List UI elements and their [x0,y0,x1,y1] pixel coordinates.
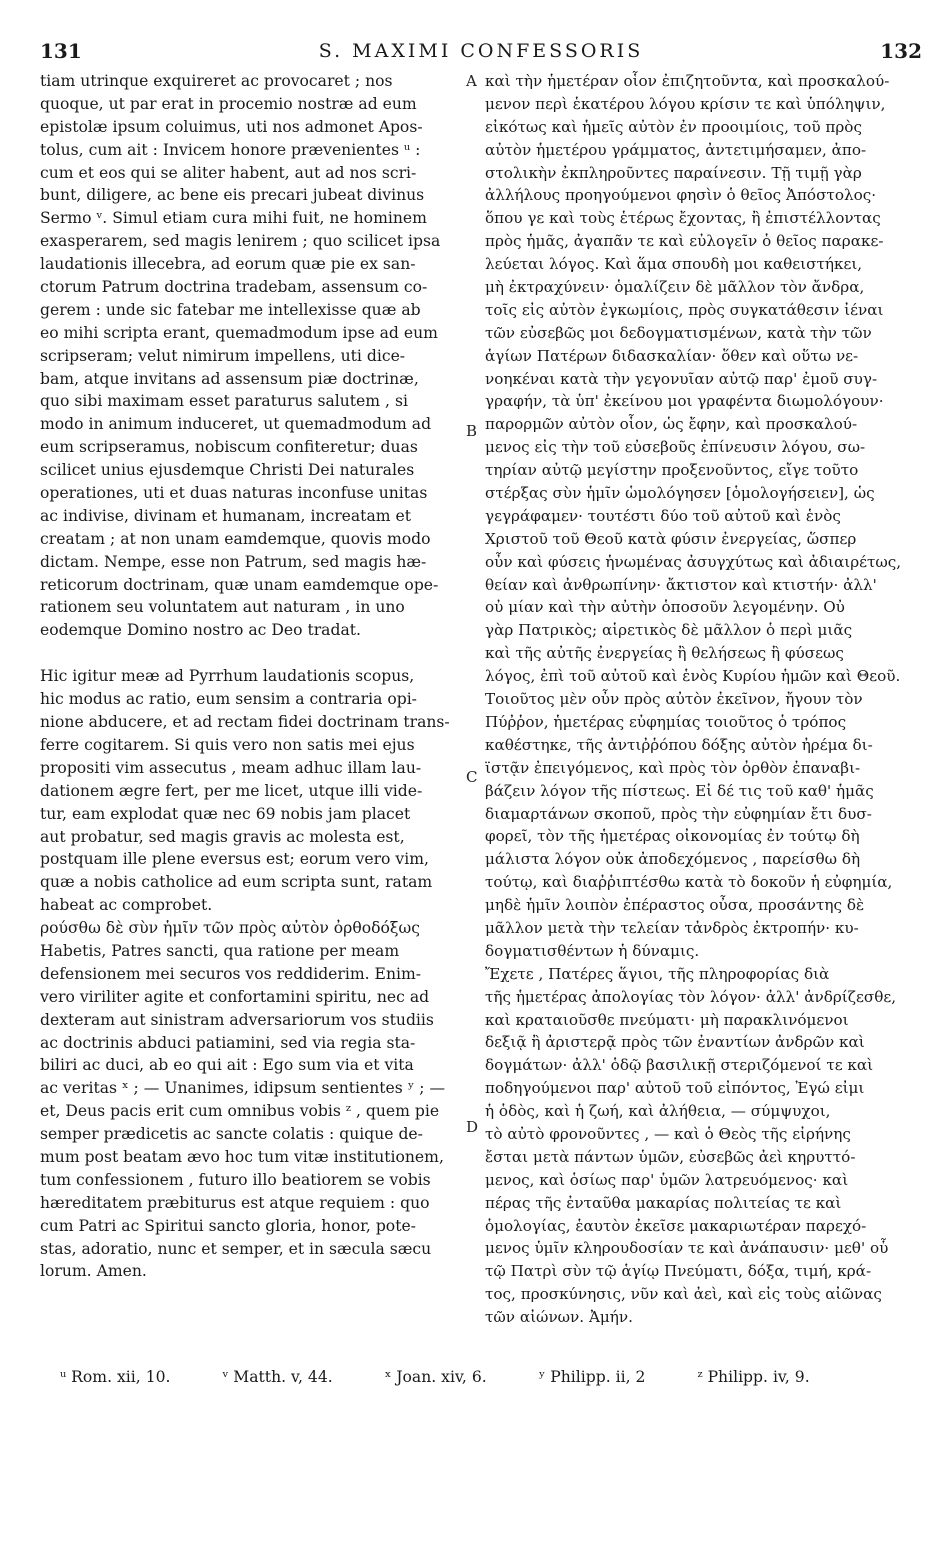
footnote: ᶻ Philipp. iv, 9. [697,1368,810,1386]
latin-text-line: tur, eam explodat quæ nec 69 nobis jam placet [40,804,411,823]
greek-text-line: μενος, καὶ ὁσίως παρ' ὑμῶν λατρευόμενος· καὶ [485,1170,849,1189]
greek-text-line: φορεῖ, τὸν τῆς ἡμετέρας οἰκονομίας ἐν τούτῳ δὴ [485,827,860,846]
greek-text-line: καὶ τῆς αὐτῆς ἐνεργείας ἢ θελήσεως ἢ φύσεως [485,644,844,663]
greek-text-line: δογματισθέντων ἡ δύναμις. [485,941,700,960]
greek-text-line: μάλιστα λόγον οὐκ ἀποδεχόμενος , παρείσθω δὴ [485,850,861,869]
latin-text-line: Habetis, Patres sancti, qua ratione per meam [40,941,400,960]
greek-text-line: γεγράφαμεν· τουτέστι δύο τοῦ αὐτοῦ καὶ ἑνὸς [485,506,841,525]
greek-text-line: μενον περὶ ἑκατέρου λόγου κρίσιν τε καὶ ὑπόληψιν, [485,94,886,113]
latin-text-line: hic modus ac ratio, eum sensim a contraria opi- [40,690,417,709]
greek-column [485,70,923,1329]
latin-text-line: dictam. Nempe, esse non Patrum, sed magis hæ- [40,552,427,571]
greek-text-line: τὸ αὐτὸ φρονοῦντες , — καὶ ὁ Θεὸς τῆς εἰρήνης [485,1124,851,1143]
greek-text-line: μηδὲ ἡμῖν λοιπὸν ἐπέραστος οὖσα, προσάντης δὲ [485,896,865,915]
latin-column [40,70,460,1283]
footnote: ʸ Philipp. ii, 2 [538,1368,646,1386]
greek-text-line: καὶ τὴν ἡμετέραν οἷον ἐπιζητοῦντα, καὶ προσκαλού- [485,72,890,90]
greek-text-line: οὐ μίαν καὶ τὴν αὐτὴν ὁποσοῦν λεγομένην. Οὐ [485,598,845,617]
greek-text-line: οὖν καὶ φύσεις ἡνωμένας ἀσυγχύτως καὶ ἀδιαιρέτως, [485,552,902,571]
page-number-left: 131 [40,39,82,63]
footnote: ˣ Joan. xiv, 6. [384,1368,487,1386]
latin-text-line: bunt, diligere, ac bene eis precari jubeat divinus [40,186,425,205]
latin-text-line: biliri ac duci, ab eo qui ait : Ego sum via et vita [40,1056,414,1075]
latin-text-line: exasperarem, sed magis lenirem ; quo scilicet ipsa [40,232,441,251]
greek-text-line: τοῖς εἰς αὐτὸν ἐγκωμίοις, πρὸς συγκατάθεσιν ἰέναι [485,300,884,319]
greek-text-line: ϊστᾷν ἐπειγόμενος, καὶ πρὸς τὸν ὀρθὸν ἐπαναβι- [485,758,861,777]
latin-text-line: defensionem mei securos vos reddiderim. Enim- [40,964,422,983]
greek-text-line: μενος εἰς τὴν τοῦ εὐσεβοῦς ἐπίνευσιν λόγου, σω- [485,438,866,457]
latin-text-line: tolus, cum ait : Invicem honore prævenientes ᵘ : [40,140,421,159]
latin-text-line: nione abducere, et ad rectam fidei doctrinam trans- [40,713,450,732]
greek-text-line: καθέστηκε, τῆς ἀντιῤῥόπου δόξης αὐτὸν ἠρέμα δι- [485,735,873,754]
greek-text-line: τούτῳ, καὶ διαῤῥιπτέσθω κατὰ τὸ δοκοῦν ἡ εὐφημία, [485,873,893,892]
latin-text-line: reticorum doctrinam, quæ unam eamdemque ope- [40,575,439,594]
section-marker-a: A [466,72,477,90]
latin-text-line: quæ a nobis catholice ad eum scripta sunt, ratam [40,873,433,892]
greek-text-line: ἀλλήλους προηγούμενοι φησὶν ὁ θεῖος Ἀπόστολος· [485,186,877,205]
greek-text-line: πέρας τῆς ἐνταῦθα μακαρίας πολιτείας τε καὶ [485,1193,842,1212]
latin-text-line: gerem : unde sic fatebar me intellexisse quæ ab [40,300,421,319]
footnote: ᵛ Matth. v, 44. [222,1368,333,1386]
greek-text-line: θείαν καὶ ἀνθρωπίνην· ἄκτιστον καὶ κτιστήν· ἀλλ' [485,575,877,594]
latin-text-line: epistolæ ipsum coluimus, uti nos admonet Apos- [40,117,423,136]
greek-text-line: Τοιοῦτος μὲν οὖν πρὸς αὐτὸν ἐκεῖνον, ἤγουν τὸν [485,690,863,709]
latin-text-line: habeat ac comprobet. [40,896,213,915]
greek-text-line: ὅπου γε καὶ τοὺς ἑτέρως ἔχοντας, ἢ ἐπιστέλλοντας [485,209,881,228]
latin-text-line: dationem ægre fert, per me licet, utque illi vide- [40,781,423,800]
greek-text-line: τῷ Πατρὶ σὺν τῷ ἁγίῳ Πνεύματι, δόξα, τιμή, κρά- [485,1262,872,1281]
greek-text-line: ἔσται μετὰ πάντων ὑμῶν, εὐσεβῶς ἀεὶ κηρυττό- [485,1147,856,1166]
footnote: ᵘ Rom. xii, 10. [60,1368,171,1386]
greek-text-line: λόγος, ἐπὶ τοῦ αὐτοῦ καὶ ἑνὸς Κυρίου ἡμῶν καὶ Θεοῦ. [485,667,901,686]
section-marker-b: B [466,422,478,440]
latin-text-line: scilicet unius ejusdemque Christi Dei naturales [40,461,415,480]
latin-text-line: cum Patri ac Spiritui sancto gloria, honor, pote- [40,1216,416,1235]
greek-text-line: διαμαρτάνων σκοποῦ, πρὸς τὴν εὐφημίαν ἔτι δυσ- [485,804,872,823]
footnotes [60,1366,900,1388]
latin-text-line: ctorum Patrum doctrina tradebam, assensum co- [40,278,428,297]
greek-text-line: ἡ ὁδὸς, καὶ ἡ ζωή, καὶ ἀλήθεια, — σύμψυχοι, [485,1102,831,1121]
paragraph-gap [40,642,460,665]
greek-text-line: στέρξας σὺν ἡμῖν ὡμολόγησεν [ὁμολογήσειεν], ὡς [485,484,875,503]
latin-text-line: Sermo ᵛ. Simul etiam cura mihi fuit, ne hominem [40,209,427,228]
latin-text-line: dexteram aut sinistram adversariorum vos studiis [40,1010,434,1029]
latin-text-line: propositi vim assecutus , meam adhuc illam lau- [40,758,422,777]
greek-text-line: ὁμολογίας, ἑαυτὸν ἐκεῖσε μακαριωτέραν παρεχό- [485,1216,867,1235]
greek-text-line: γὰρ Πατρικὸς; αἱρετικὸς δὲ μᾶλλον ὁ περὶ μιᾶς [485,621,853,640]
latin-text-line: ac indivise, divinam et humanam, increatam et [40,506,411,525]
greek-text-line: γραφήν, τὰ ὑπ' ἐκείνου μοι γραφέντα διωμολόγουν· [485,392,884,411]
latin-text-line: eo mihi scripta erant, quemadmodum ipse ad eum [40,323,438,342]
greek-text-line: τηρίαν αὐτῷ μεγίστην προξενοῦντος, εἴγε τοῦτο [485,461,859,480]
latin-text-line: Hic igitur meæ ad Pyrrhum laudationis scopus, [40,667,415,686]
latin-text-line: postquam ille plene eversus est; eorum vero vim, [40,850,429,869]
greek-text-line: τῶν αἰώνων. Ἀμήν. [485,1308,633,1327]
latin-text-line: cum et eos qui se aliter habent, aut ad nos scri- [40,163,417,182]
greek-text-line: μὴ ἐκτραχύνειν· ὁμαλίζειν δὲ μᾶλλον τὸν ἄνδρα, [485,278,865,297]
latin-text-line: eum scripseramus, nobiscum confiteretur; duas [40,438,418,457]
latin-text-line: creatam ; at non unam eamdemque, quovis modo [40,529,431,548]
greek-text-line: Πύῤῥον, ἡμετέρας εὐφημίας τοιοῦτος ὁ τρόπος [485,712,847,731]
latin-text-line: eodemque Domino nostro ac Deo tradat. [40,621,361,640]
greek-text-line: εἰκότως καὶ ἡμεῖς αὐτὸν ἐν προοιμίοις, τοῦ πρὸς [485,117,862,136]
latin-text-line: stas, adoratio, nunc et semper, et in sæcula sæcu [40,1239,432,1258]
latin-text-line: quo sibi maximam esset paraturus salutem , si [40,392,408,411]
latin-text-line: scripseram; velut nimirum impellens, uti dice- [40,346,406,365]
latin-text-line: lorum. Amen. [40,1262,147,1281]
greek-text-line: ἁγίων Πατέρων διδασκαλίαν· ὅθεν καὶ οὕτω νε- [485,346,859,365]
latin-text-line: ac doctrinis abduci patiamini, sed via regia sta- [40,1033,416,1052]
latin-text-line: operationes, uti et duas naturas inconfuse unitas [40,484,428,503]
greek-text-line: καὶ κραταιοῦσθε πνεύματι· μὴ παρακλινόμενοι [485,1010,849,1029]
greek-text-line: ποδηγούμενοι παρ' αὐτοῦ τοῦ εἰπόντος, Ἐγώ εἰμι [485,1079,865,1098]
greek-text-line: δογμάτων· ἀλλ' ὁδῷ βασιλικῇ στεριζόμενοί τε καὶ [485,1056,874,1075]
latin-text-line: mum post beatam ævo hoc tum vitæ institutionem, [40,1147,444,1166]
latin-text-line: tiam utrinque exquireret ac provocaret ; nos [40,72,393,90]
greek-text-line: τος, προσκύνησις, νῦν καὶ ἀεὶ, καὶ εἰς τοὺς αἰῶνας [485,1285,882,1304]
section-marker-d: D [466,1118,479,1136]
latin-text-line: tum confessionem , futuro illo beatiorem se vobis [40,1170,431,1189]
greek-text-line: βάζειν λόγον τῆς πίστεως. Εἰ δέ τις τοῦ καθ' ἡμᾶς [485,781,874,800]
latin-text-line: ferre cogitarem. Si quis vero non satis mei ejus [40,735,415,754]
latin-text-line: quoque, ut par erat in procemio nostræ ad eum [40,94,417,113]
latin-text-line: laudationis illecebra, ad eorum quæ pie ex san- [40,255,416,274]
greek-text-line: μενος ὑμῖν κληρουδοσίαν τε καὶ ἀνάπαυσιν· μεθ' οὗ [485,1239,889,1258]
greek-text-line: νοηκέναι κατὰ τὴν γεγονυῖαν αὐτῷ παρ' ἐμοῦ συγ- [485,369,878,388]
latin-text-line: modo in animum induceret, ut quemadmodum ad [40,415,432,434]
greek-text-line: παρορμῶν αὐτὸν οἷον, ὡς ἔφην, καὶ προσκαλού- [485,415,858,434]
greek-text-line: Χριστοῦ τοῦ Θεοῦ κατὰ φύσιν ἐνεργείας, ὥσπερ [485,529,857,548]
greek-text-line: τῆς ἡμετέρας ἀπολογίας τὸν λόγον· ἀλλ' ἀνδρίζεσθε, [485,987,897,1006]
latin-text-line: bam, atque invitans ad assensum piæ doctrinæ, [40,369,419,388]
latin-text-line: hæreditatem præbiturus est atque requiem : quo [40,1193,430,1212]
running-title: S. MAXIMI CONFESSORIS [318,40,644,62]
latin-text-line: semper prædicetis ac sancte colatis : quique de- [40,1125,423,1144]
latin-text-line: et, Deus pacis erit cum omnibus vobis ᶻ , quem pie [40,1102,440,1121]
greek-text-line: δεξιᾷ ἢ ἀριστερᾷ πρὸς τῶν ἐναντίων ἀνδρῶν καὶ [485,1033,865,1052]
page-number-right: 132 [880,39,922,63]
greek-text-line: τῶν εὐσεβῶς μοι δεδογματισμένων, κατὰ τὴν τῶν [485,323,872,342]
latin-text-line: aut probatur, sed magis gravis ac molesta est, [40,827,405,846]
latin-text-line: ρούσθω δὲ σὺν ἡμῖν τῶν πρὸς αὐτὸν ὀρθοδόξως [40,919,420,938]
greek-text-line: πρὸς ἡμᾶς, ἀγαπᾶν τε καὶ εὐλογεῖν ὁ θεῖος παρακε- [485,232,884,251]
latin-text-line: ac veritas ˣ ; — Unanimes, idipsum sentientes ʸ ; — [40,1079,446,1098]
greek-text-line: στολικὴν ἐκπληροῦντες παραίνεσιν. Τῇ τιμῇ γὰρ [485,163,862,182]
section-marker-c: C [466,768,478,786]
latin-text-line: rationem seu voluntatem aut naturam , in uno [40,598,405,617]
latin-text-line: vero viriliter agite et confortamini spiritu, nec ad [40,987,430,1006]
greek-text-line: λεύεται λόγος. Καὶ ἅμα σπουδὴ μοι καθειστήκει, [485,255,863,274]
running-header [40,34,922,68]
greek-text-line: αὐτὸν ἡμετέρου γράμματος, ἀντετιμήσαμεν, ἀπο- [485,140,867,159]
greek-text-line: μᾶλλον μετὰ τὴν τελείαν τἀνδρὸς ἐκτροπήν· κυ- [485,918,859,937]
greek-text-line: Ἔχετε , Πατέρες ἅγιοι, τῆς πληροφορίας διὰ [485,964,830,983]
